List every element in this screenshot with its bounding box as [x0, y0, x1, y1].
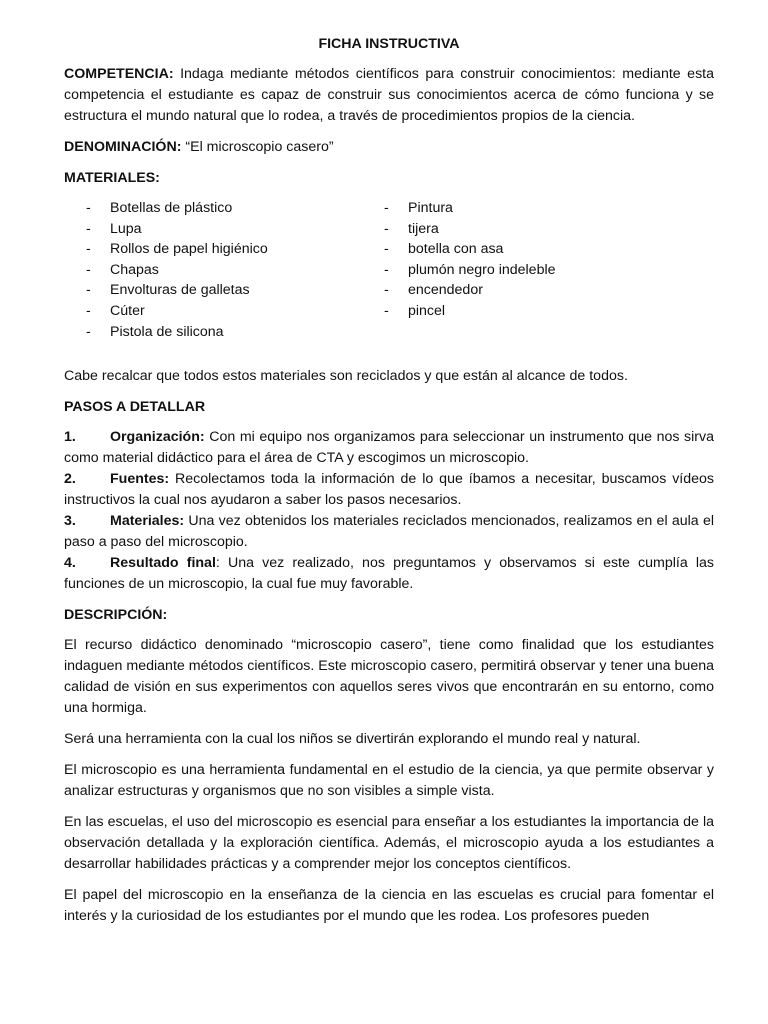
- descripcion-paragraph: El papel del microscopio en la enseñanza de la ciencia en las escuelas es crucial para fomentar el interés y la curiosidad de los estudiantes por el mundo que les rodea. Los profesores pueden: [64, 887, 714, 925]
- list-item: - plumón negro indeleble: [384, 261, 556, 278]
- step-item: 1. Organización: Con mi equipo nos organizamos para seleccionar un instrumento que nos sirva como material didáctico para el área de CTA y escogimos un microscopio.: [64, 429, 714, 467]
- step-item: 3. Materiales: Una vez obtenidos los materiales reciclados mencionados, realizamos en el aula el paso a paso del microscopio.: [64, 513, 714, 551]
- materials-note: Cabe recalcar que todos estos materiales son reciclados y que están al alcance de todos.: [64, 368, 628, 385]
- list-item: - botella con asa: [384, 241, 504, 258]
- list-item: - pincel: [384, 302, 446, 319]
- descripcion-paragraph: Será una herramienta con la cual los niños se divertirán explorando el mundo real y natural.: [64, 731, 641, 748]
- list-item: - Chapas: [86, 261, 159, 278]
- step-item: 4. Resultado final: Una vez realizado, nos preguntamos y observamos si este cumplía las funciones de un microscopio, la cual fue muy favorable.: [64, 555, 714, 593]
- denominacion-text: “El microscopio casero”: [181, 139, 334, 155]
- list-item: - Rollos de papel higiénico: [86, 241, 268, 258]
- document-page: [64, 34, 714, 937]
- steps-list: [64, 427, 714, 595]
- materiales-heading: MATERIALES:: [64, 170, 160, 186]
- materials-left-column: [64, 198, 384, 342]
- list-item: - Lupa: [86, 220, 142, 237]
- denominacion-label: DENOMINACIÓN:: [64, 139, 182, 155]
- competencia-paragraph: [64, 64, 714, 127]
- competencia-text: Indaga mediante métodos científicos para construir conocimientos: mediante esta competencia el estudiante es capaz de construir sus conocimientos acerca de cómo funciona y se estructura el mundo natural que lo rodea, a través de procedimientos propios de la ciencia.: [64, 66, 714, 124]
- list-item: - Pistola de silicona: [86, 323, 224, 340]
- denominacion-paragraph: [64, 137, 714, 158]
- step-item: 2. Fuentes: Recolectamos toda la información de lo que íbamos a necesitar, buscamos vídeos instructivos la cual nos ayudaron a saber los pasos necesarios.: [64, 471, 714, 509]
- descripcion-paragraph: En las escuelas, el uso del microscopio es esencial para enseñar a los estudiantes la importancia de la observación detallada y la exploración científica. Además, el microscopio ayuda a los estudiantes a desarrollar habilidades prácticas y a comprender mejor los conceptos científicos.: [64, 814, 714, 873]
- list-item: - Botellas de plástico: [86, 200, 233, 216]
- descripcion-paragraph: El microscopio es una herramienta fundamental en el estudio de la ciencia, ya que permite observar y analizar estructuras y organismos que no son visibles a simple vista.: [64, 762, 714, 800]
- pasos-heading: PASOS A DETALLAR: [64, 399, 206, 416]
- list-item: - Envolturas de galletas: [86, 282, 250, 299]
- list-item: - Pintura: [384, 200, 453, 216]
- document-title: FICHA INSTRUCTIVA: [318, 36, 460, 52]
- materials-right-column: [384, 198, 556, 342]
- descripcion-paragraph: El recurso didáctico denominado “microscopio casero”, tiene como finalidad que los estudiantes indaguen mediante métodos científicos. Este microscopio casero, permitirá observar y tener una buena calidad de visión en sus experimentos con aquellos seres vivos que encontrarán en su entorno, como una hormiga.: [64, 637, 714, 717]
- list-item: - tijera: [384, 220, 439, 237]
- list-item: - Cúter: [86, 302, 145, 319]
- list-item: - encendedor: [384, 282, 483, 299]
- descripcion-heading: DESCRIPCIÓN:: [64, 607, 168, 624]
- materials-list: [64, 198, 714, 342]
- competencia-label: COMPETENCIA:: [64, 66, 174, 82]
